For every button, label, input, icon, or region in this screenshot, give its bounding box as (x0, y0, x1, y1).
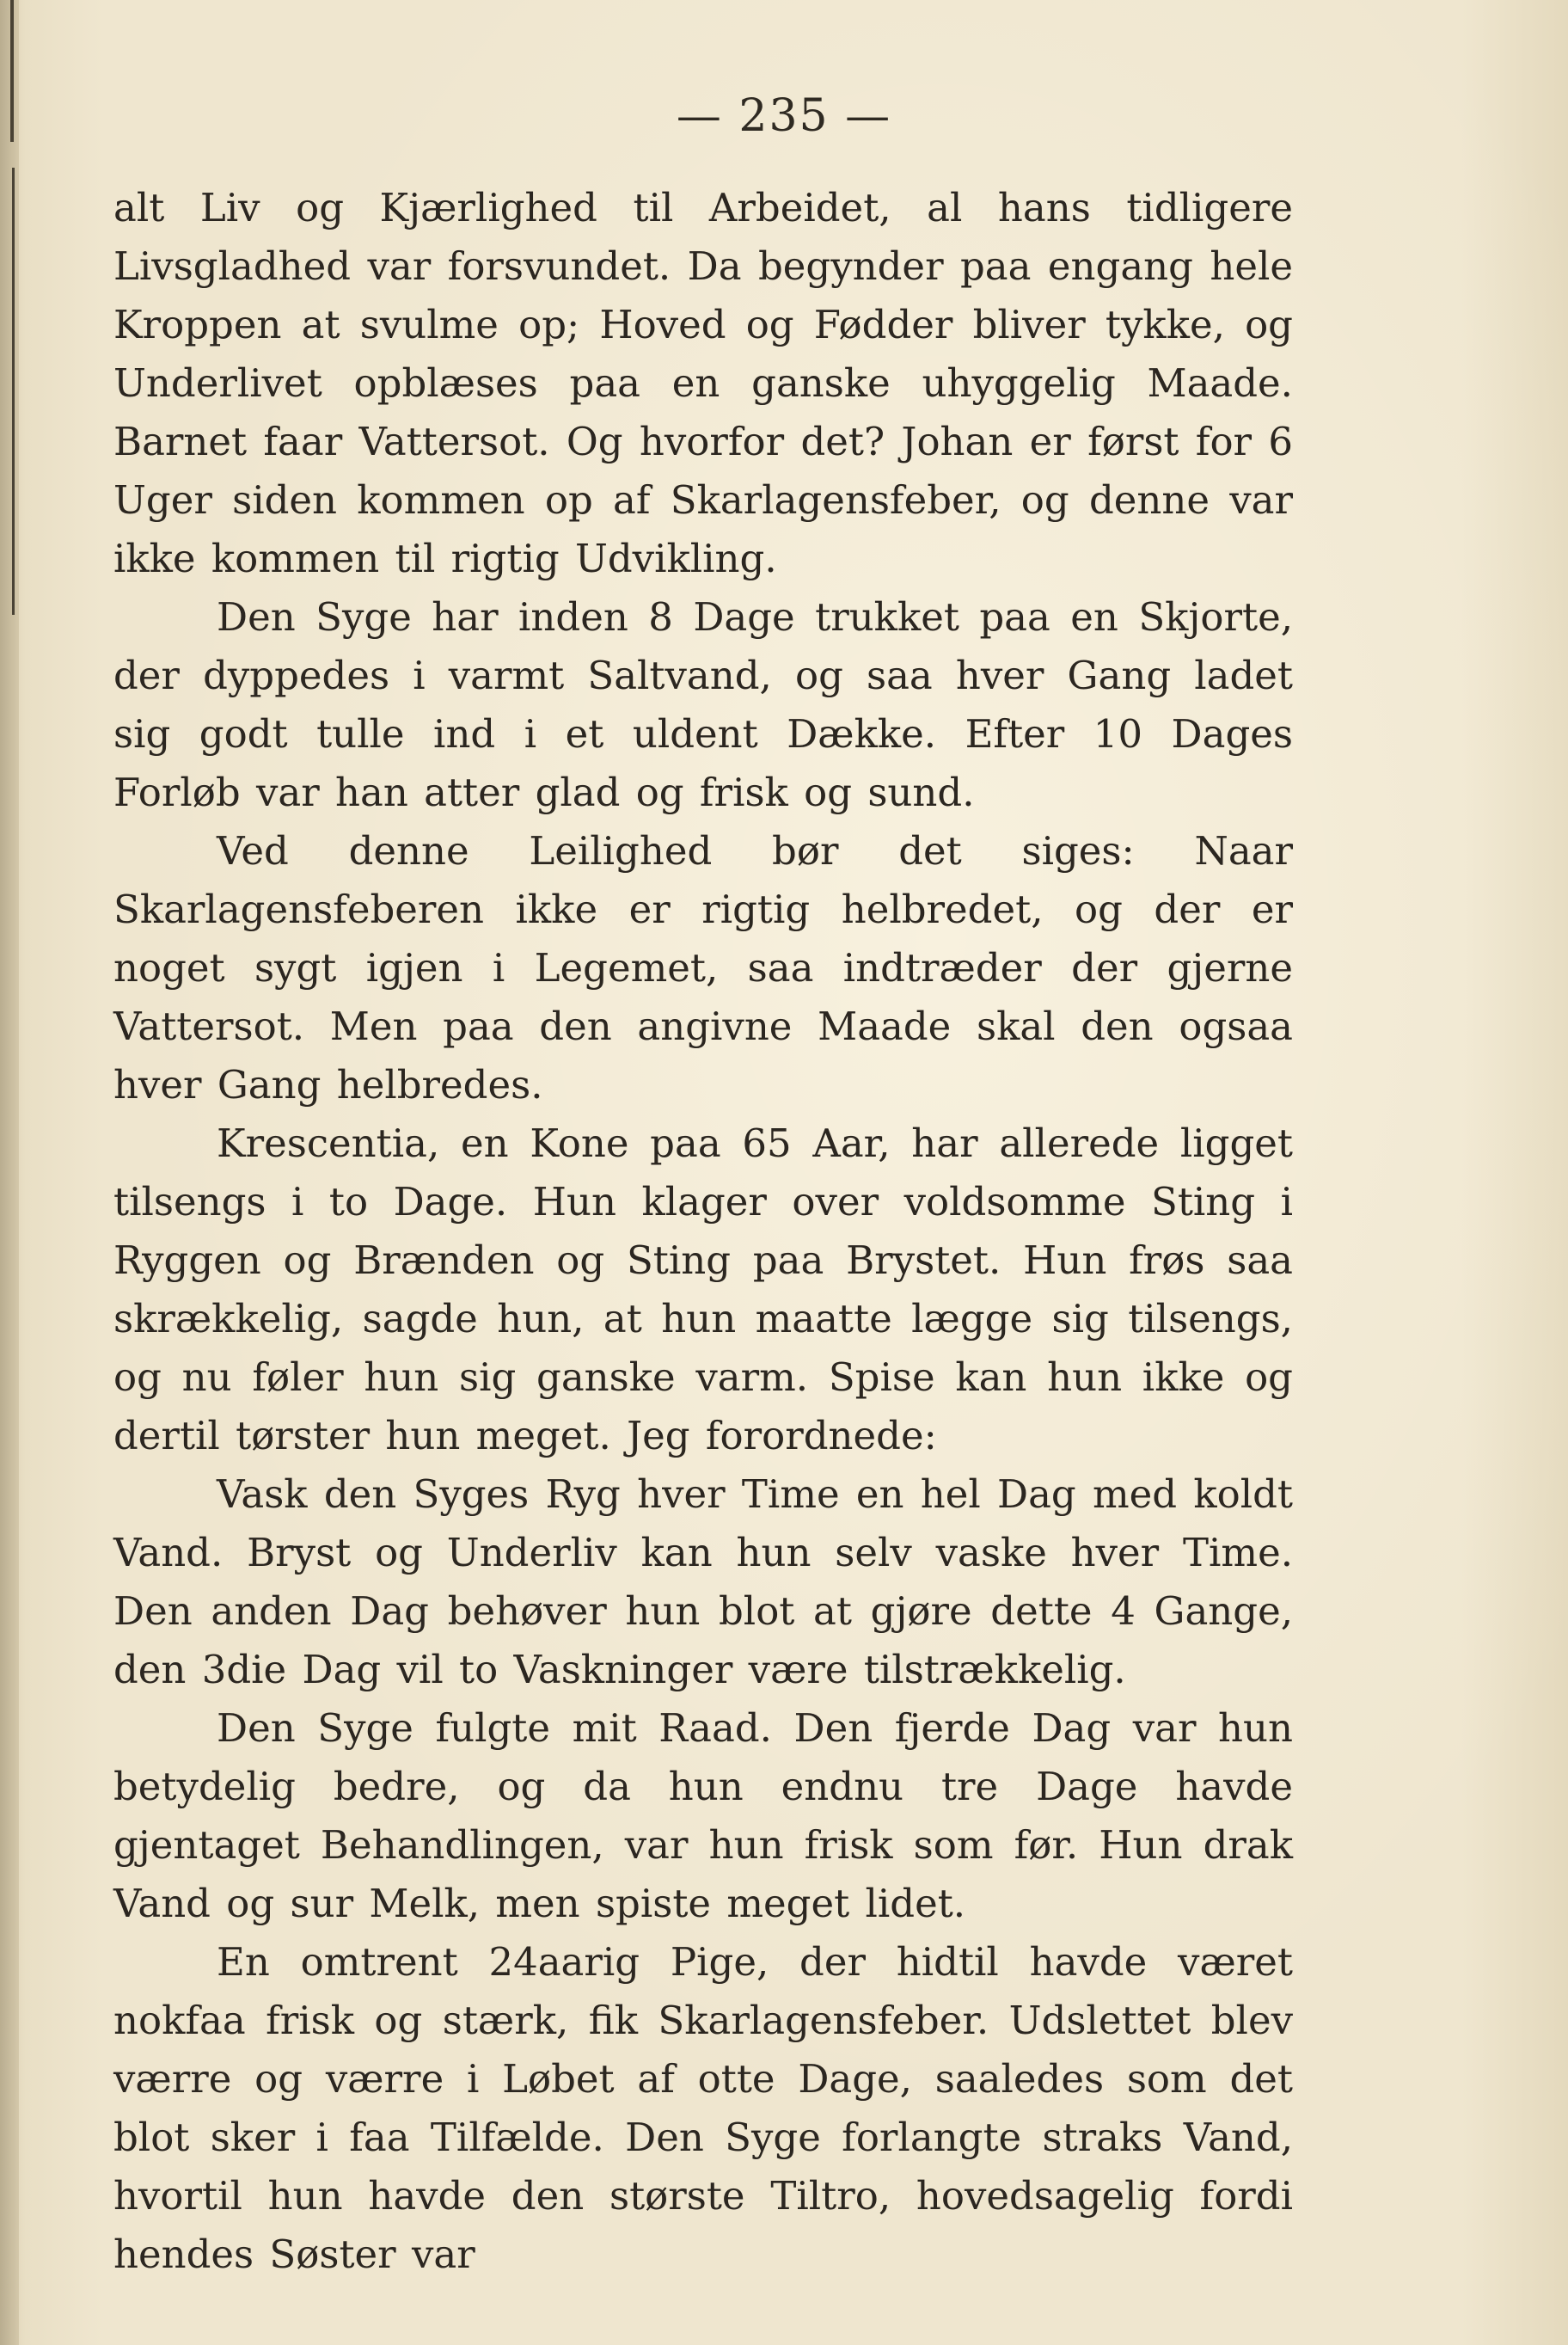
paragraph-7: En omtrent 24aarig Pige, der hidtil havde været nokfaa frisk og stærk, fik Skarlagensfeber. Udslettet blev værre og værre i Løbet af otte Dage, saaledes som det blot sker i faa Tilfælde. Den Syge forlangte straks Vand, hvortil hun havde den største Tiltro, hovedsagelig fordi hendes Søster var (113, 1939, 1293, 2277)
paragraph-2: Den Syge har inden 8 Dage trukket paa en Skjorte, der dyppedes i varmt Saltvand, og saa hver Gang ladet sig godt tulle ind i et uldent Dække. Efter 10 Dages Forløb var han atter glad og frisk og sund. (113, 594, 1293, 815)
paragraph-1: alt Liv og Kjærlighed til Arbeidet, al hans tidligere Livsgladhed var forsvundet. Da begynder paa engang hele Kroppen at svulme op; Hoved og Fødder bliver tykke, og Underlivet opblæses paa en ganske uhyggelig Maade. Barnet faar Vattersot. Og hvorfor det? Johan er først for 6 Uger siden kommen op af Skarlagensfeber, og denne var ikke kommen til rigtig Udvikling. (113, 185, 1293, 581)
page-binding-edge (0, 0, 19, 2345)
paragraph-5: Vask den Syges Ryg hver Time en hel Dag med koldt Vand. Bryst og Underliv kan hun selv vaske hver Time. Den anden Dag behøver hun blot at gjøre dette 4 Gange, den 3die Dag vil to Vaskninger være tilstrækkelig. (113, 1471, 1293, 1692)
page-number: — 235 — (676, 90, 892, 142)
paragraph-3: Ved denne Leilighed bør det siges: Naar Skarlagensfeberen ikke er rigtig helbredet, og der er noget sygt igjen i Legemet, saa indtræder der gjerne Vattersot. Men paa den angivne Maade skal den ogsaa hver Gang helbredes. (113, 828, 1293, 1108)
paragraph-6: Den Syge fulgte mit Raad. Den fjerde Dag var hun betydelig bedre, og da hun endnu tre Dage havde gjentaget Behandlingen, var hun frisk som før. Hun drak Vand og sur Melk, men spiste meget lidet. (113, 1705, 1293, 1926)
paragraph-4: Krescentia, en Kone paa 65 Aar, har allerede ligget tilsengs i to Dage. Hun klager over voldsomme Sting i Ryggen og Brænden og Sting paa Brystet. Hun frøs saa skrækkelig, sagde hun, at hun maatte lægge sig tilsengs, og nu føler hun sig ganske varm. Spise kan hun ikke og dertil tørster hun meget. Jeg forordnede: (113, 1120, 1293, 1458)
binding-mark-middle (12, 168, 15, 615)
body-text (113, 179, 1293, 2284)
